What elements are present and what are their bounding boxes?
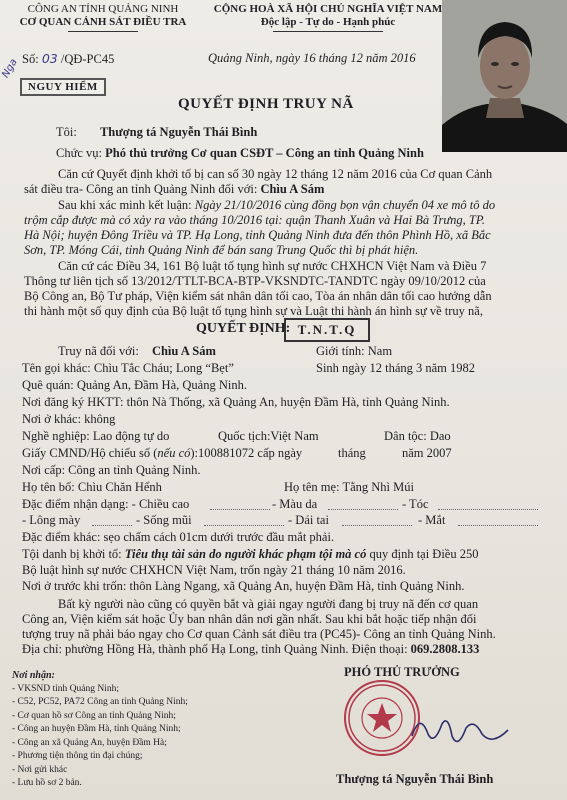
legal-basis-1: Căn cứ các Điều 34, 161 Bộ luật tố tụng hình sự nước CHXHCN Việt Nam và Điều 7 [58,259,487,273]
identification-height: Đặc điểm nhận dạng: - Chiều cao [22,497,190,511]
receiver-item: - VKSND tỉnh Quảng Ninh; [12,683,119,694]
agency-header [8,3,198,32]
phone-number: 069.2808.133 [410,642,480,656]
dotted-fill [210,509,270,510]
hometown: Quê quán: Quảng An, Đầm Hà, Quảng Ninh. [22,378,247,392]
receiver-item: - Công an xã Quảng An, huyện Đầm Hà; [12,737,167,748]
skin-color: - Màu da [272,497,318,511]
id-card-year: năm 2007 [402,446,452,460]
dotted-fill [204,525,284,526]
charge-line-2: Bộ luật hình sự nước CHXHCN Việt Nam, trốn ngày 21 tháng 10 năm 2016. [22,563,406,577]
receivers-list [12,669,188,791]
receiver-item: - C52, PC52, PA72 Công an tỉnh Quảng Ninh; [12,697,188,707]
closing-line-3: tượng truy nã phải báo ngay cho Cơ quan Cảnh sát điều tra (PC45)- Công an tỉnh Quảng Ninh. [22,627,496,641]
position-line: Chức vụ: Phó thủ trưởng Cơ quan CSĐT – Công an tỉnh Quảng Ninh [56,146,424,160]
eyebrows: - Lông mày [22,513,81,527]
legal-basis-4: thi hành một số quy định của Bộ luật tố tụng hình sự và Luật thi hành án hình sự về truy nã, [24,304,483,318]
receiver-item: - Công an huyện Đầm Hà, tỉnh Quảng Ninh; [12,724,181,734]
charge: Tội danh bị khởi tố: Tiêu thụ tài sản do người khác phạm tội mà có quy định tại Điều 250 [22,547,479,561]
legal-basis-2: Thông tư liên tịch số 13/2012/TTLT-BCA-BTP-VKSNDTC-TANDTC ngày 09/10/2012 của [24,274,486,288]
agency-underline [68,31,138,32]
conclusion-line-2: trộm cắp được mà có xảy ra vào tháng 10/2016 tại: quận Thanh Xuân và Hai Bà Trưng, TP. [24,213,486,227]
other-residence: Nơi ở khác: không [22,412,116,426]
dotted-fill [342,525,412,526]
eyes: - Mắt [418,513,446,527]
receiver-item: - Phương tiện thông tin đại chúng; [12,751,143,761]
prior-residence: Nơi ở trước khi trốn: thôn Làng Ngang, xã Quảng An, huyện Đầm Hà, tỉnh Quảng Ninh. [22,579,465,593]
dotted-fill [92,525,132,526]
issuer-line: Tôi: Thượng tá Nguyễn Thái Bình [56,125,258,139]
suspect-photo [442,0,567,152]
wanted-person: Truy nã đối với: Chìu A Sám [58,344,216,358]
other-features: Đặc điểm khác: sẹo chấm cách 01cm dưới trước đầu mắt phải. [22,530,335,544]
occupation: Nghề nghiệp: Lao động tự do [22,429,170,443]
dotted-fill [328,509,398,510]
decision-stamp: T.N.T.Q [284,318,370,342]
danger-stamp: NGUY HIỂM [20,78,106,96]
republic-name: CỘNG HOÀ XÃ HỘI CHỦ NGHĨA VIỆT NAM [213,3,443,15]
basis-line-1: Căn cứ Quyết định khởi tố bị can số 30 ngày 12 tháng 12 năm 2016 của Cơ quan Cảnh [58,167,493,181]
closing-line-4: Địa chỉ: phường Hồng Hà, thành phố Hạ Long, tỉnh Quảng Ninh. Điện thoại: 069.2808.133 [22,642,480,656]
father-name: Họ tên bố: Chìu Chăn Hểnh [22,480,162,494]
legal-basis-3: Bộ Công an, Bộ Tư pháp, Viện kiểm sát nhân dân tối cao, Tòa án nhân dân tối cao hướng dẫn [24,289,492,303]
number-handwritten: 03 [41,51,58,66]
receiver-item: - Nơi gửi khác [12,764,68,775]
mother-name: Họ tên mẹ: Tằng Nhì Múi [284,480,414,494]
place-date: Quảng Ninh, ngày 16 tháng 12 năm 2016 [208,51,416,65]
closing-line-1: Bất kỳ người nào cũng có quyền bắt và giải ngay người đang bị truy nã đến cơ quan [58,597,479,611]
republic-motto: Độc lập - Tự do - Hạnh phúc [260,16,396,28]
signature-name: Thượng tá Nguyễn Thái Bình [336,772,494,786]
document-number: Số: 03 /QĐ-PC45 [22,51,115,66]
birth-date: Sinh ngày 12 tháng 3 năm 1982 [316,361,476,375]
signature-role: PHÓ THỦ TRƯỞNG [344,665,460,679]
nose-bridge: - Sống mũi [136,513,192,527]
portrait-image [442,0,567,152]
conclusion-line-1: Sau khi xác minh kết luận: Ngày 21/10/2016 cùng đồng bọn vận chuyển 04 xe mô tô do [58,198,496,212]
agency-top: CÔNG AN TỈNH QUẢNG NINH [27,3,179,15]
agency-sub: CƠ QUAN CẢNH SÁT ĐIỀU TRA [19,16,187,28]
dotted-fill [458,525,538,526]
signature-scribble [404,706,514,752]
conclusion-line-3: Hà Nội; huyện Đông Triều và TP. Hạ Long, tỉnh Quảng Ninh đưa đến thôn Phình Hồ, xã Bắc [24,228,491,242]
other-names: Tên gọi khác: Chìu Tắc Cháu; Long “Bẹt” [22,361,234,375]
receivers-title: Nơi nhận: [12,670,55,681]
dotted-fill [438,509,538,510]
id-card-month: tháng [338,446,366,460]
receiver-item: - Lưu hồ sơ 2 bản. [12,778,82,788]
receiver-item: - Cơ quan hồ sơ Công an tỉnh Quảng Ninh; [12,710,176,721]
hair: - Tóc [402,497,429,511]
conclusion-line-4: Sơn, TP. Móng Cái, tỉnh Quảng Ninh để bán sang Trung Quốc thì bị phát hiện. [24,243,419,257]
decision-heading: QUYẾT ĐỊNH: [196,321,291,336]
nationality: Quốc tịch:Việt Nam [218,429,319,443]
gender: Giới tính: Nam [316,344,393,358]
ethnicity: Dân tộc: Dao [384,429,451,443]
id-card: Giấy CMND/Hộ chiếu số (nếu có):100881072 cấp ngày [22,446,303,460]
motto-underline [273,31,383,32]
document-title: QUYẾT ĐỊNH TRUY NÃ [178,96,354,112]
closing-line-2: Công an, Viện kiểm sát hoặc Ủy ban nhân dân nơi gần nhất. Sau khi bắt hoặc tiếp nhận đối [22,612,477,626]
handwritten-mark: Nga [0,57,20,80]
registered-residence: Nơi đăng ký HKTT: thôn Nà Thống, xã Quảng An, huyện Đầm Hà, tỉnh Quảng Ninh. [22,395,450,409]
issue-place: Nơi cấp: Công an tỉnh Quảng Ninh. [22,463,201,477]
republic-header [208,3,448,32]
earlobe: - Dái tai [288,513,329,527]
basis-line-2: sát điều tra- Công an tỉnh Quảng Ninh đối với: Chìu A Sám [24,182,325,196]
